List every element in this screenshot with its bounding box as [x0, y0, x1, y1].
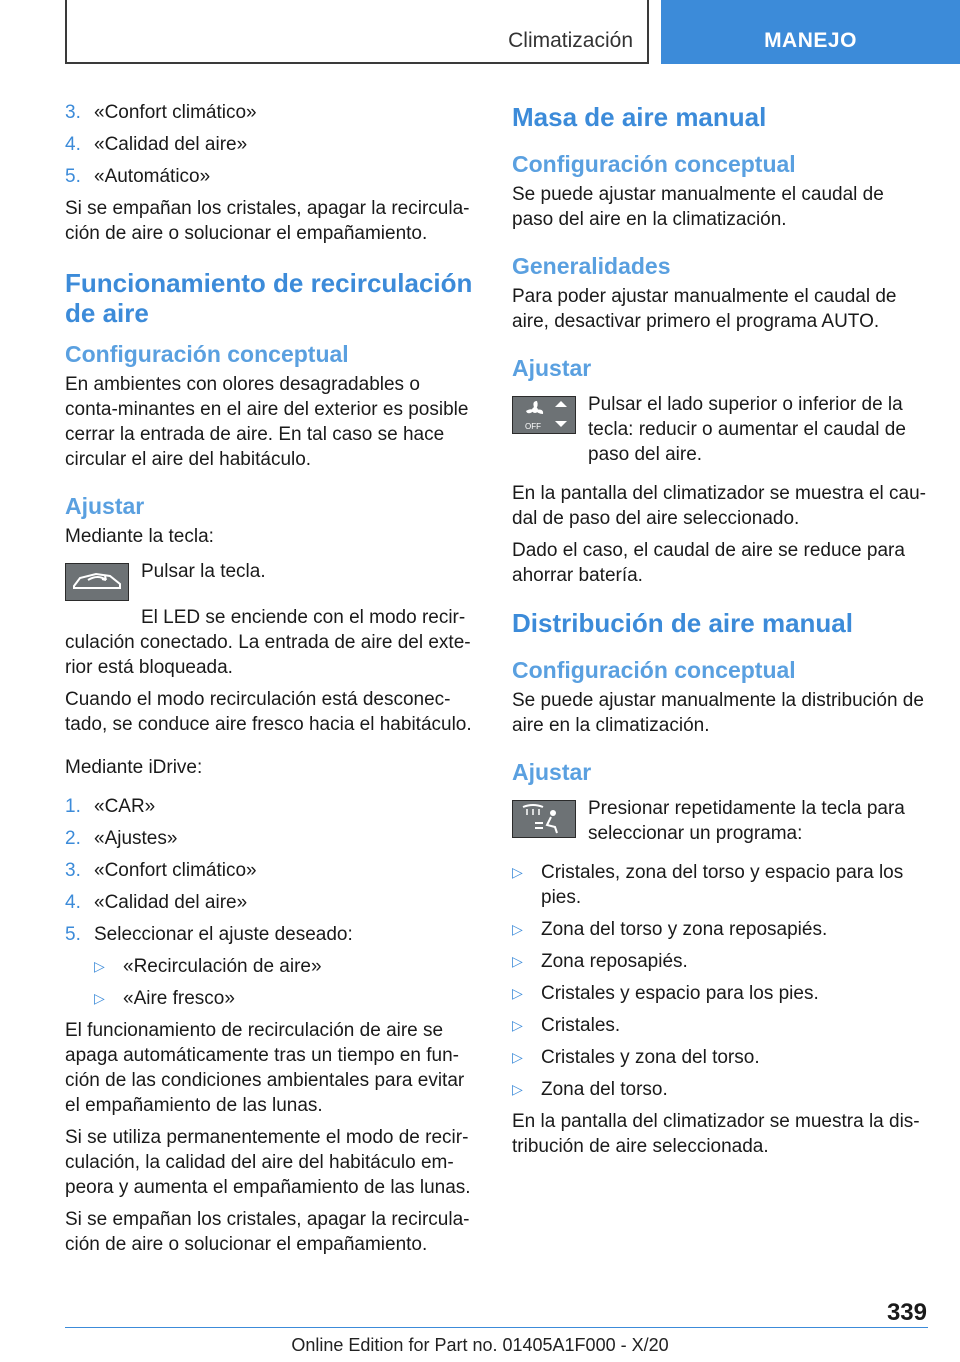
list-text: «Ajustes»	[94, 828, 178, 849]
paragraph: Mediante la tecla:	[65, 526, 214, 547]
list-item	[65, 922, 477, 947]
list-text: «Confort climático»	[94, 102, 257, 123]
triangle-bullet-icon: ▷	[512, 1081, 523, 1097]
list-text: Seleccionar el ajuste deseado:	[94, 924, 353, 945]
paragraph: El LED se enciende con el modo recir-culación conectado. La entrada de aire del exte-rior está bloqueada.	[65, 607, 471, 678]
triangle-bullet-icon: ▷	[512, 985, 523, 1001]
key-press-text: Pulsar la tecla.	[141, 561, 266, 582]
list-number: 3.	[65, 102, 81, 123]
paragraph: En la pantalla del climatizador se muestra el cau-dal de paso del aire seleccionado.	[512, 483, 926, 529]
list-item	[512, 1013, 926, 1038]
paragraph: Cuando el modo recirculación está desconec-tado, se conduce aire fresco hacia el habitáculo.	[65, 689, 472, 735]
subsection-heading: Generalidades	[512, 253, 671, 279]
footer-divider	[65, 1327, 928, 1328]
paragraph: Se puede ajustar manualmente el caudal de paso del aire en la climatización.	[512, 184, 884, 230]
paragraph: Si se empañan los cristales, apagar la recircula-ción de aire o solucionar el empañamiento.	[65, 198, 470, 244]
list-text: Zona del torso.	[541, 1079, 668, 1100]
distribution-key-block	[512, 796, 926, 846]
paragraph: Dado el caso, el caudal de aire se reduce para ahorrar batería.	[512, 540, 905, 586]
paragraph: Mediante iDrive:	[65, 757, 203, 778]
triangle-bullet-icon: ▷	[512, 921, 523, 937]
fan-key-off-label: OFF	[525, 422, 541, 431]
paragraph: Si se utiliza permanentemente el modo de recir-culación, la calidad del aire del habitáculo em-peora y aumenta el empañamiento de las lunas.	[65, 1127, 471, 1198]
list-item	[512, 860, 926, 910]
paragraph: Se puede ajustar manualmente la distribución de aire en la climatización.	[512, 690, 924, 736]
list-text: «CAR»	[94, 796, 156, 817]
subsection-heading: Configuración conceptual	[65, 341, 349, 367]
list-text: Cristales y espacio para los pies.	[541, 983, 819, 1004]
triangle-bullet-icon: ▷	[94, 990, 105, 1006]
triangle-bullet-icon: ▷	[512, 864, 523, 880]
subsection-heading: Ajustar	[512, 759, 592, 785]
subsection-heading: Configuración conceptual	[512, 657, 796, 683]
sub-list-item	[65, 954, 477, 979]
list-item	[65, 826, 477, 851]
header-chapter-tab	[661, 0, 960, 64]
list-text: «Calidad del aire»	[94, 134, 248, 155]
section-heading: Masa de aire manual	[512, 102, 767, 132]
fan-key-block	[512, 392, 926, 467]
paragraph: Para poder ajustar manualmente el caudal de aire, desactivar primero el programa AUTO.	[512, 286, 897, 332]
list-number: 5.	[65, 924, 81, 945]
list-text: «Confort climático»	[94, 860, 257, 881]
list-item	[65, 132, 477, 157]
list-text: Cristales, zona del torso y espacio para los pies.	[541, 862, 904, 908]
list-text: Cristales.	[541, 1015, 621, 1036]
subsection-heading: Ajustar	[512, 355, 592, 381]
list-number: 5.	[65, 166, 81, 187]
list-item	[65, 794, 477, 819]
right-column	[512, 100, 926, 1166]
subsection-heading: Ajustar	[65, 493, 145, 519]
paragraph: Si se empañan los cristales, apagar la recircula-ción de aire o solucionar el empañamiento.	[65, 1209, 470, 1255]
list-text: «Recirculación de aire»	[123, 956, 322, 977]
triangle-bullet-icon: ▷	[512, 1049, 523, 1065]
page-number: 339	[886, 1299, 927, 1326]
header-section-title: Climatización	[508, 29, 633, 52]
section-heading: Funcionamiento de recirculación de aire	[65, 268, 473, 328]
air-distribution-key-icon	[512, 800, 576, 838]
list-text: «Calidad del aire»	[94, 892, 248, 913]
sub-list-item	[65, 986, 477, 1011]
paragraph: En la pantalla del climatizador se muestra la dis-tribución de aire seleccionada.	[512, 1111, 920, 1157]
list-item	[65, 890, 477, 915]
list-item	[512, 1077, 926, 1102]
list-text: Cristales y zona del torso.	[541, 1047, 760, 1068]
list-item	[512, 949, 926, 974]
header-section-tab	[65, 0, 649, 64]
list-number: 4.	[65, 892, 81, 913]
list-number: 3.	[65, 860, 81, 881]
list-number: 4.	[65, 134, 81, 155]
list-number: 2.	[65, 828, 81, 849]
header-chapter-title: MANEJO	[764, 29, 857, 52]
list-text: «Automático»	[94, 166, 211, 187]
key-press-text: Pulsar el lado superior o inferior de la tecla: reducir o aumentar el caudal de paso del aire.	[588, 394, 906, 465]
section-heading: Distribución de aire manual	[512, 608, 853, 638]
key-press-text: Presionar repetidamente la tecla para seleccionar un programa:	[588, 798, 905, 844]
triangle-bullet-icon: ▷	[94, 958, 105, 974]
list-number: 1.	[65, 796, 81, 817]
triangle-bullet-icon: ▷	[512, 953, 523, 969]
list-item	[65, 100, 477, 125]
recirculation-key-icon	[65, 563, 129, 601]
list-item	[512, 981, 926, 1006]
recirculation-key-block	[65, 559, 477, 602]
list-item	[65, 164, 477, 189]
list-item	[65, 858, 477, 883]
paragraph: En ambientes con olores desagradables o conta-minantes en el aire del exterior es posible cerrar la entrada de aire. En tal caso se hace circular el aire del habitáculo.	[65, 374, 469, 470]
fan-key-icon	[512, 396, 576, 434]
list-text: Zona del torso y zona reposapiés.	[541, 919, 828, 940]
triangle-bullet-icon: ▷	[512, 1017, 523, 1033]
subsection-heading: Configuración conceptual	[512, 151, 796, 177]
paragraph: El funcionamiento de recirculación de aire se apaga automáticamente tras un tiempo en fun-ción de las condiciones ambientales para evitar el empañamiento de las lunas.	[65, 1020, 465, 1116]
list-text: «Aire fresco»	[123, 988, 235, 1009]
footer-edition: Online Edition for Part no. 01405A1F000 - X/20	[291, 1335, 669, 1355]
list-text: Zona reposapiés.	[541, 951, 688, 972]
left-column	[65, 100, 477, 1264]
list-item	[512, 1045, 926, 1070]
list-item	[512, 917, 926, 942]
